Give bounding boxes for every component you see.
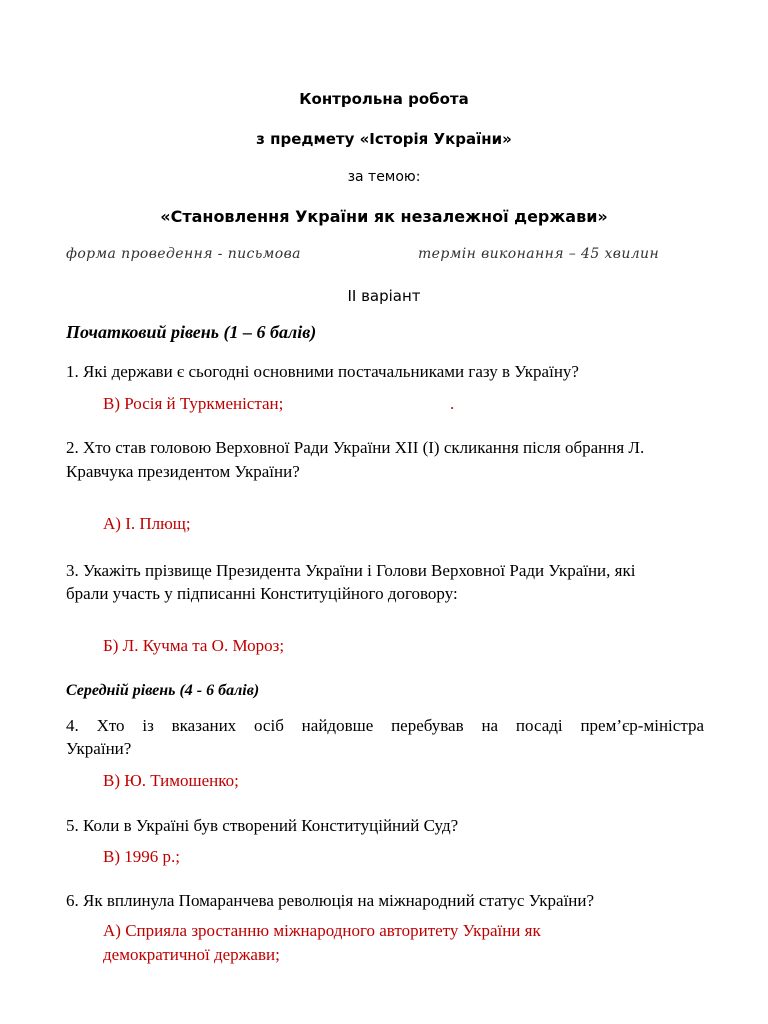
question-3-answer: Б) Л. Кучма та О. Мороз; xyxy=(103,636,285,655)
question-4-answer: В) Ю. Тимошенко; xyxy=(103,771,239,790)
question-4-text-line-1: 4. Хто із вказаних осіб найдовше перебував на посаді прем’єр-міністра xyxy=(66,716,704,735)
level-initial-heading: Початковий рівень (1 – 6 балів) xyxy=(66,322,317,342)
level-middle-heading: Середній рівень (4 - 6 балів) xyxy=(66,682,260,699)
question-2-text-line-1: 2. Хто став головою Верховної Ради України ХІІ (І) скликання після обрання Л. xyxy=(66,438,645,457)
question-6-answer-line-2: демократичної держави; xyxy=(103,945,280,964)
question-4-text-line-2: України? xyxy=(66,739,132,758)
question-3-text-line-2: брали участь у підписанні Конституційного договору: xyxy=(66,584,458,603)
question-2-answer: А) І. Плющ; xyxy=(103,514,191,533)
question-5-text: 5. Коли в Україні був створений Конституційний Суд? xyxy=(66,816,459,835)
document-title: Контрольна робота xyxy=(299,90,469,108)
topic-title: «Становлення України як незалежної держави» xyxy=(160,207,608,226)
question-2-text-line-2: Кравчука президентом України? xyxy=(66,462,300,481)
question-5-answer: В) 1996 р.; xyxy=(103,847,180,866)
duration: термін виконання – 45 хвилин xyxy=(418,246,660,262)
question-1-answer-blank: . xyxy=(450,394,455,413)
question-1-text: 1. Які держави є сьогодні основними постачальниками газу в Україну? xyxy=(66,362,579,381)
question-6-text: 6. Як вплинула Помаранчева революція на міжнародний статус України? xyxy=(66,891,595,910)
topic-label: за темою: xyxy=(347,169,421,185)
form-of-work: форма проведення - письмова xyxy=(66,246,301,262)
subject-line: з предмету «Історія України» xyxy=(256,130,512,148)
variant-label: ІІ варіант xyxy=(347,287,421,305)
question-6-answer-line-1: А) Сприяла зростанню міжнародного авторитету України як xyxy=(103,921,541,940)
question-1-answer: В) Росія й Туркменістан; xyxy=(103,394,284,413)
question-3-text-line-1: 3. Укажіть прізвище Президента України і Голови Верховної Ради України, які xyxy=(66,561,636,580)
